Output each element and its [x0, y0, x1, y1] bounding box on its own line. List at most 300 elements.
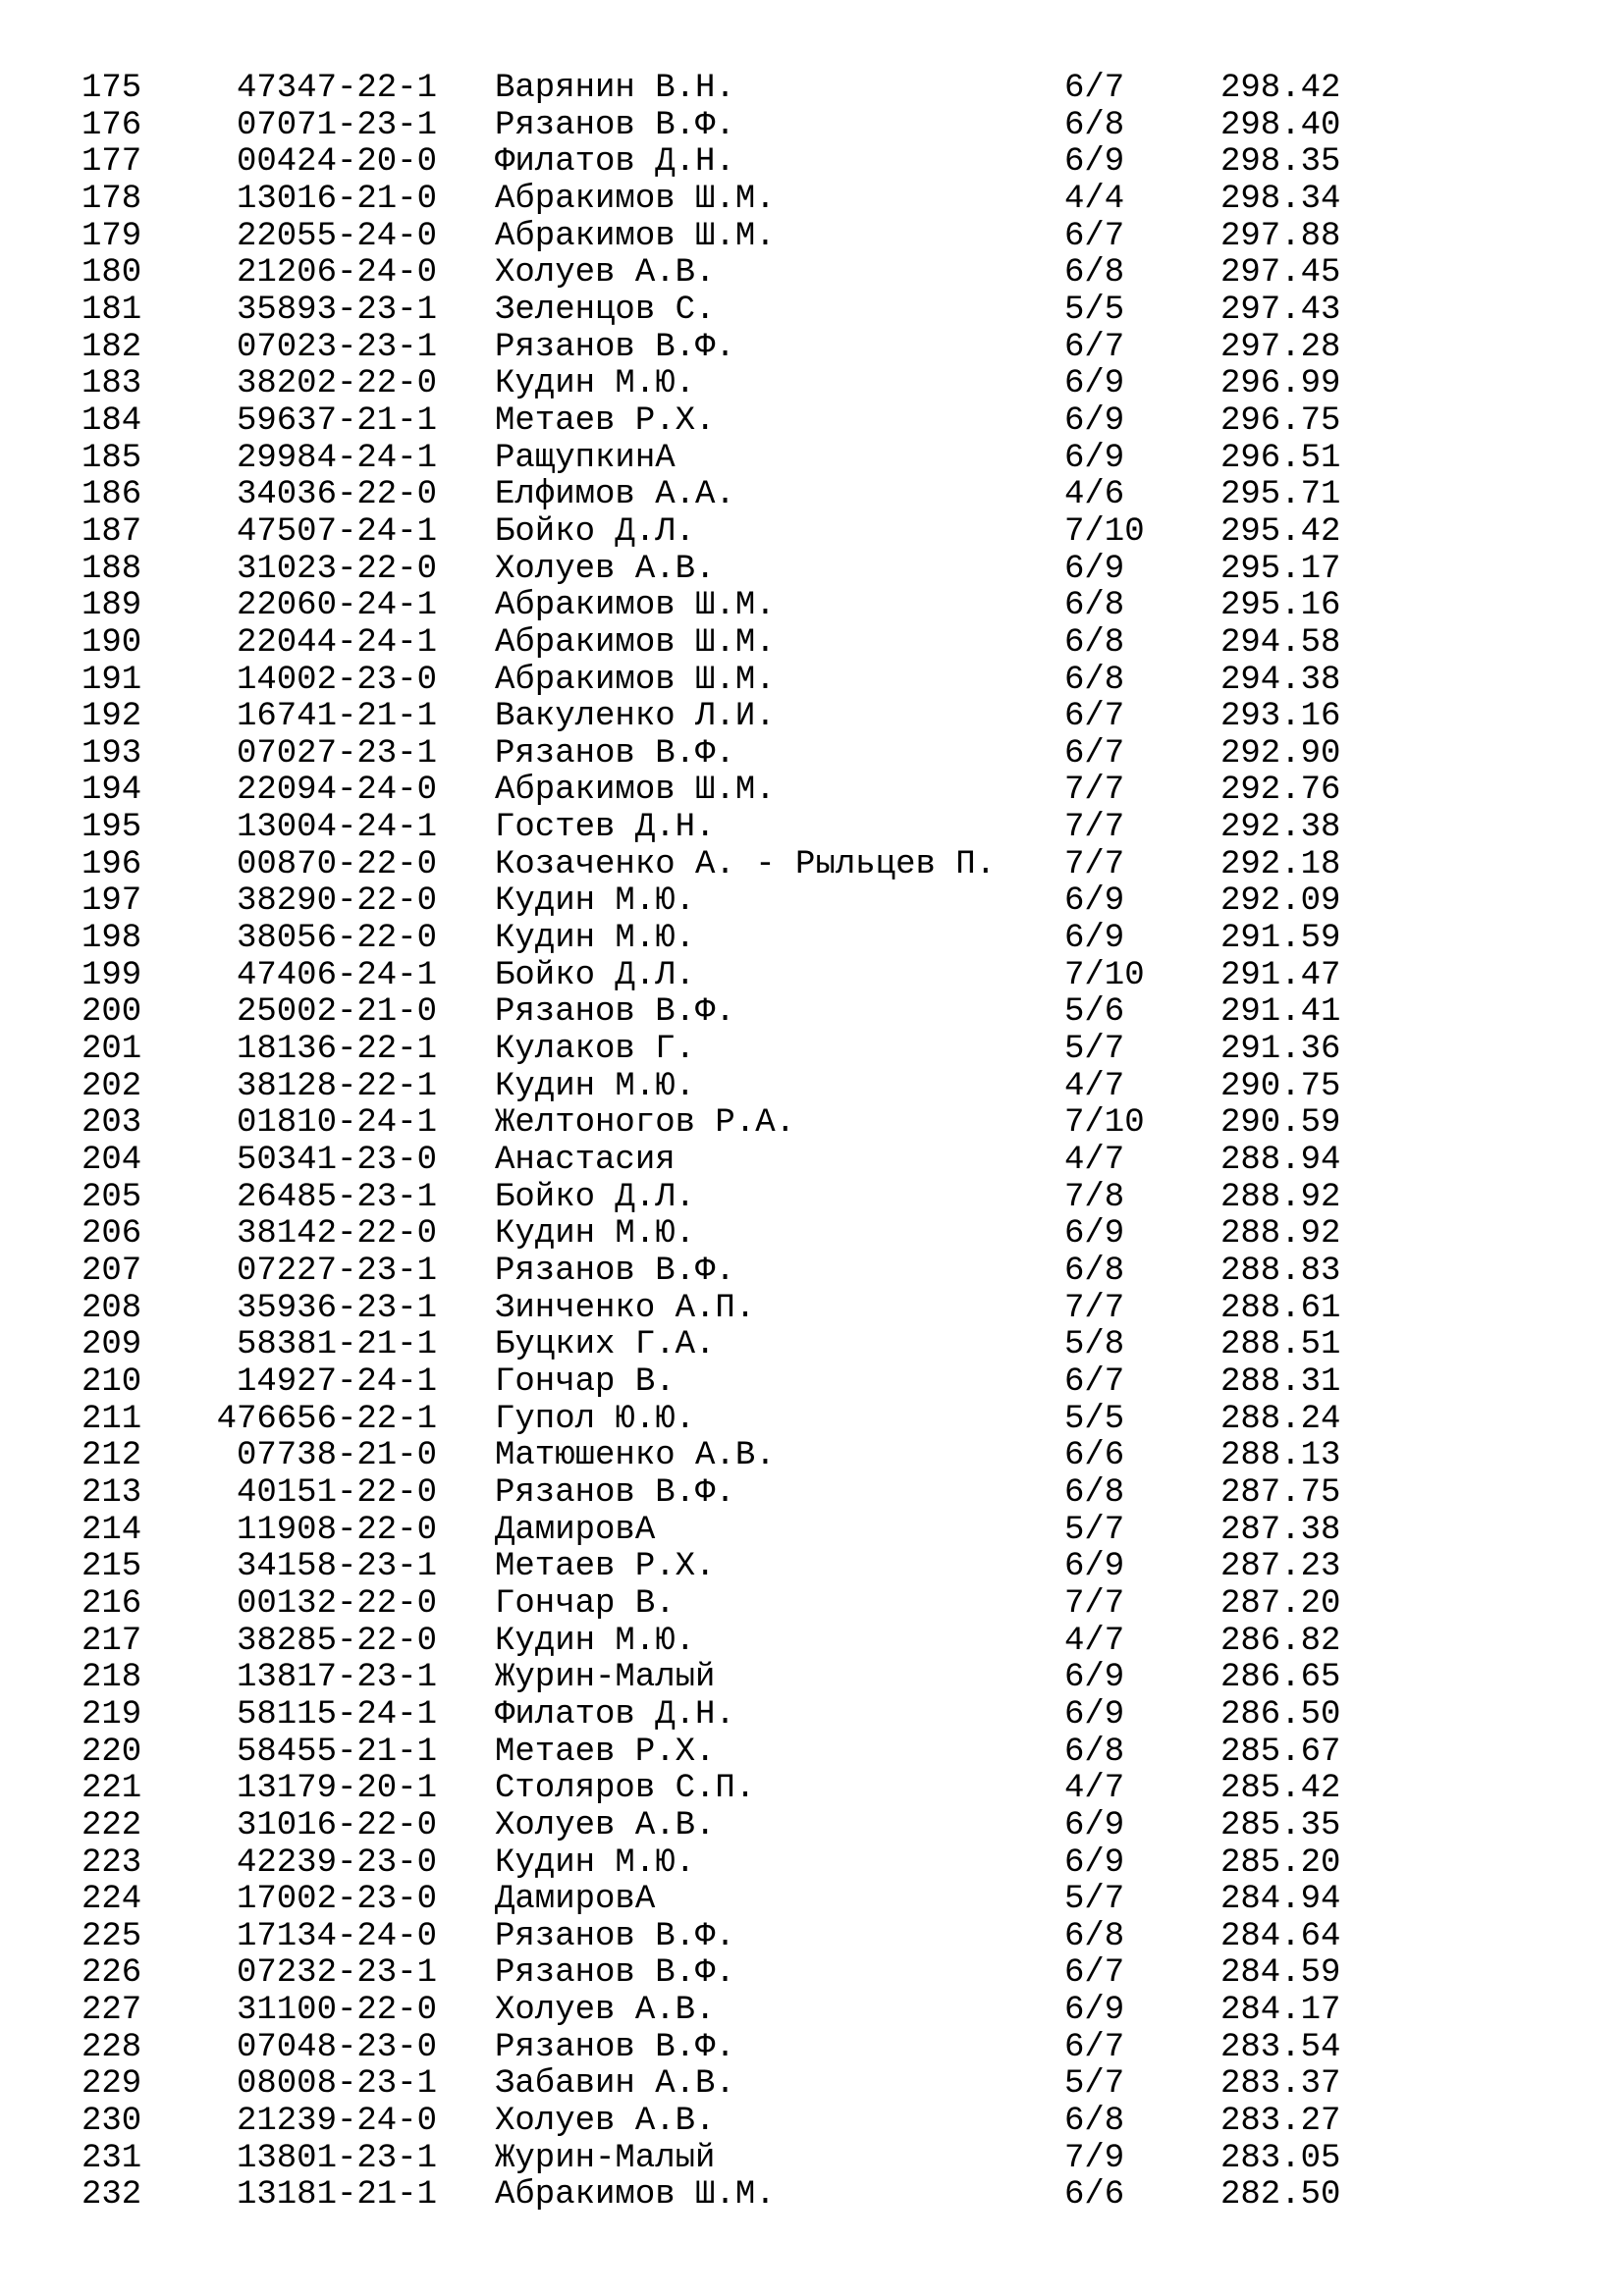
games-cell: 4/7 [1064, 1142, 1125, 1180]
rank-cell: 193 [81, 734, 142, 773]
table-row [0, 736, 1624, 774]
games-cell: 7/9 [1064, 2139, 1125, 2177]
games-cell: 5/6 [1064, 993, 1125, 1032]
name-cell: Холуев А.В. [495, 1992, 716, 2030]
name-cell: Рязанов В.Ф. [495, 1917, 735, 1955]
table-row [0, 219, 1624, 256]
games-cell: 4/7 [1064, 1770, 1125, 1808]
games-cell: 6/6 [1064, 1437, 1125, 1475]
id-cell: 07738-21-0 [236, 1437, 437, 1475]
id-cell: 01810-24-1 [236, 1104, 437, 1143]
name-cell: Зеленцов С. [495, 291, 716, 329]
score-cell: 297.43 [1220, 291, 1341, 329]
games-cell: 6/9 [1064, 1215, 1125, 1254]
id-cell: 07048-23-0 [236, 2028, 437, 2066]
games-cell: 6/9 [1064, 365, 1125, 403]
games-cell: 6/9 [1064, 882, 1125, 921]
id-cell: 31100-22-0 [236, 1992, 437, 2030]
rank-cell: 192 [81, 698, 142, 736]
rank-cell: 179 [81, 217, 142, 255]
table-row [0, 182, 1624, 219]
table-row [0, 1475, 1624, 1513]
rank-cell: 230 [81, 2103, 142, 2141]
rank-cell: 187 [81, 512, 142, 551]
rank-cell: 224 [81, 1881, 142, 1919]
name-cell: Рязанов В.Ф. [495, 106, 735, 144]
score-cell: 288.13 [1220, 1437, 1341, 1475]
table-row [0, 1327, 1624, 1364]
id-cell: 22094-24-0 [236, 772, 437, 810]
score-cell: 295.16 [1220, 587, 1341, 625]
id-cell: 38128-22-1 [236, 1067, 437, 1105]
name-cell: Филатов Д.Н. [495, 1695, 735, 1734]
games-cell: 7/7 [1064, 772, 1125, 810]
table-row [0, 1438, 1624, 1475]
rank-cell: 228 [81, 2028, 142, 2066]
rank-cell: 176 [81, 106, 142, 144]
rank-cell: 209 [81, 1326, 142, 1364]
rank-cell: 199 [81, 956, 142, 994]
name-cell: Бойко Д.Л. [495, 1178, 696, 1216]
rank-cell: 200 [81, 993, 142, 1032]
name-cell: Кудин М.Ю. [495, 1622, 696, 1660]
name-cell: Метаев Р.Х. [495, 401, 716, 440]
score-cell: 282.50 [1220, 2176, 1341, 2215]
name-cell: Желтоногов Р.А. [495, 1104, 796, 1143]
rank-cell: 191 [81, 661, 142, 699]
rank-cell: 195 [81, 809, 142, 847]
id-cell: 17002-23-0 [236, 1881, 437, 1919]
name-cell: Рязанов В.Ф. [495, 1253, 735, 1290]
games-cell: 6/7 [1064, 217, 1125, 255]
games-cell: 6/8 [1064, 1473, 1125, 1512]
score-cell: 283.37 [1220, 2065, 1341, 2104]
table-row [0, 663, 1624, 700]
score-cell: 297.88 [1220, 217, 1341, 255]
score-cell: 296.99 [1220, 365, 1341, 403]
id-cell: 22044-24-1 [236, 623, 437, 662]
id-cell: 13004-24-1 [236, 809, 437, 847]
rank-cell: 208 [81, 1289, 142, 1327]
name-cell: Рязанов В.Ф. [495, 328, 735, 366]
games-cell: 6/8 [1064, 1733, 1125, 1771]
name-cell: Столяров С.П. [495, 1770, 756, 1808]
table-row [0, 1291, 1624, 1328]
score-cell: 294.38 [1220, 661, 1341, 699]
games-cell: 4/7 [1064, 1622, 1125, 1660]
name-cell: Кудин М.Ю. [495, 1067, 696, 1105]
rank-cell: 184 [81, 401, 142, 440]
score-cell: 291.47 [1220, 956, 1341, 994]
ranking-table [0, 71, 1624, 2215]
rank-cell: 204 [81, 1142, 142, 1180]
games-cell: 6/7 [1064, 1362, 1125, 1401]
score-cell: 290.75 [1220, 1067, 1341, 1105]
score-cell: 295.17 [1220, 550, 1341, 588]
games-cell: 6/6 [1064, 2176, 1125, 2215]
games-cell: 5/7 [1064, 1881, 1125, 1919]
name-cell: Кулаков Г. [495, 1031, 696, 1069]
id-cell: 16741-21-1 [236, 698, 437, 736]
games-cell: 6/9 [1064, 1992, 1125, 2030]
score-cell: 295.71 [1220, 476, 1341, 514]
games-cell: 6/8 [1064, 1917, 1125, 1955]
id-cell: 07023-23-1 [236, 328, 437, 366]
score-cell: 288.92 [1220, 1215, 1341, 1254]
games-cell: 6/7 [1064, 328, 1125, 366]
rank-cell: 231 [81, 2139, 142, 2177]
games-cell: 6/8 [1064, 2103, 1125, 2141]
table-row [0, 1069, 1624, 1106]
table-row [0, 441, 1624, 478]
games-cell: 7/8 [1064, 1178, 1125, 1216]
rank-cell: 180 [81, 254, 142, 293]
name-cell: Анастасия [495, 1142, 676, 1180]
score-cell: 288.94 [1220, 1142, 1341, 1180]
name-cell: Абракимов Ш.М. [495, 623, 776, 662]
id-cell: 07027-23-1 [236, 734, 437, 773]
score-cell: 288.31 [1220, 1362, 1341, 1401]
name-cell: Абракимов Ш.М. [495, 772, 776, 810]
rank-cell: 205 [81, 1178, 142, 1216]
table-row [0, 773, 1624, 810]
name-cell: Матюшенко А.В. [495, 1437, 776, 1475]
name-cell: Гостев Д.Н. [495, 809, 716, 847]
table-row [0, 403, 1624, 441]
id-cell: 13016-21-0 [236, 180, 437, 218]
games-cell: 4/4 [1064, 180, 1125, 218]
games-cell: 7/7 [1064, 1584, 1125, 1623]
games-cell: 6/7 [1064, 70, 1125, 107]
score-cell: 285.67 [1220, 1733, 1341, 1771]
table-row [0, 1919, 1624, 1956]
id-cell: 07232-23-1 [236, 1954, 437, 1993]
games-cell: 6/7 [1064, 2028, 1125, 2066]
score-cell: 288.51 [1220, 1326, 1341, 1364]
table-row [0, 108, 1624, 145]
score-cell: 284.59 [1220, 1954, 1341, 1993]
score-cell: 294.58 [1220, 623, 1341, 662]
id-cell: 13817-23-1 [236, 1659, 437, 1697]
score-cell: 285.42 [1220, 1770, 1341, 1808]
name-cell: Метаев Р.Х. [495, 1733, 716, 1771]
table-row [0, 994, 1624, 1032]
id-cell: 25002-21-0 [236, 993, 437, 1032]
name-cell: Абракимов Ш.М. [495, 180, 776, 218]
id-cell: 11908-22-0 [236, 1511, 437, 1549]
games-cell: 7/7 [1064, 845, 1125, 883]
id-cell: 00870-22-0 [236, 845, 437, 883]
name-cell: Рязанов В.Ф. [495, 1473, 735, 1512]
id-cell: 38290-22-0 [236, 882, 437, 921]
name-cell: Абракимов Ш.М. [495, 587, 776, 625]
games-cell: 5/5 [1064, 291, 1125, 329]
rank-cell: 223 [81, 1843, 142, 1882]
id-cell: 47507-24-1 [236, 512, 437, 551]
table-row [0, 1771, 1624, 1808]
score-cell: 287.20 [1220, 1584, 1341, 1623]
table-row [0, 810, 1624, 847]
score-cell: 283.27 [1220, 2103, 1341, 2141]
id-cell: 35936-23-1 [236, 1289, 437, 1327]
name-cell: Кудин М.Ю. [495, 1215, 696, 1254]
table-row [0, 514, 1624, 552]
name-cell: Кудин М.Ю. [495, 882, 696, 921]
table-row [0, 71, 1624, 108]
score-cell: 298.35 [1220, 143, 1341, 182]
id-cell: 58381-21-1 [236, 1326, 437, 1364]
id-cell: 58115-24-1 [236, 1695, 437, 1734]
id-cell: 38142-22-0 [236, 1215, 437, 1254]
rank-cell: 183 [81, 365, 142, 403]
name-cell: Журин-Малый [495, 1659, 716, 1697]
rank-cell: 216 [81, 1584, 142, 1623]
rank-cell: 178 [81, 180, 142, 218]
name-cell: Забавин А.В. [495, 2065, 735, 2104]
rank-cell: 198 [81, 920, 142, 958]
score-cell: 296.75 [1220, 401, 1341, 440]
name-cell: Козаченко А. - Рыльцев П. [495, 845, 997, 883]
score-cell: 287.23 [1220, 1548, 1341, 1586]
id-cell: 58455-21-1 [236, 1733, 437, 1771]
rank-cell: 202 [81, 1067, 142, 1105]
rank-cell: 210 [81, 1362, 142, 1401]
table-row [0, 883, 1624, 921]
games-cell: 5/7 [1064, 1511, 1125, 1549]
table-row [0, 1955, 1624, 1993]
games-cell: 6/8 [1064, 623, 1125, 662]
rank-cell: 219 [81, 1695, 142, 1734]
score-cell: 288.24 [1220, 1400, 1341, 1438]
name-cell: Елфимов А.А. [495, 476, 735, 514]
games-cell: 5/8 [1064, 1326, 1125, 1364]
id-cell: 14002-23-0 [236, 661, 437, 699]
table-row [0, 1364, 1624, 1402]
games-cell: 6/9 [1064, 1843, 1125, 1882]
table-row [0, 144, 1624, 182]
score-cell: 291.59 [1220, 920, 1341, 958]
table-row [0, 625, 1624, 663]
id-cell: 34158-23-1 [236, 1548, 437, 1586]
table-row [0, 1697, 1624, 1735]
table-row [0, 330, 1624, 367]
table-row [0, 293, 1624, 330]
id-cell: 07227-23-1 [236, 1253, 437, 1290]
games-cell: 7/10 [1064, 512, 1145, 551]
games-cell: 6/9 [1064, 143, 1125, 182]
rank-cell: 232 [81, 2176, 142, 2215]
rank-cell: 211 [81, 1400, 142, 1438]
table-row [0, 2030, 1624, 2067]
score-cell: 292.18 [1220, 845, 1341, 883]
name-cell: Холуев А.В. [495, 1806, 716, 1844]
table-row [0, 1735, 1624, 1772]
id-cell: 21206-24-0 [236, 254, 437, 293]
id-cell: 08008-23-1 [236, 2065, 437, 2104]
id-cell: 22055-24-0 [236, 217, 437, 255]
rank-cell: 196 [81, 845, 142, 883]
rank-cell: 185 [81, 439, 142, 477]
rank-cell: 197 [81, 882, 142, 921]
rank-cell: 186 [81, 476, 142, 514]
name-cell: Метаев Р.Х. [495, 1548, 716, 1586]
table-row [0, 366, 1624, 403]
id-cell: 50341-23-0 [236, 1142, 437, 1180]
id-cell: 38202-22-0 [236, 365, 437, 403]
name-cell: Бойко Д.Л. [495, 956, 696, 994]
id-cell: 40151-22-0 [236, 1473, 437, 1512]
score-cell: 292.09 [1220, 882, 1341, 921]
id-cell: 22060-24-1 [236, 587, 437, 625]
score-cell: 284.94 [1220, 1881, 1341, 1919]
rank-cell: 221 [81, 1770, 142, 1808]
rank-cell: 213 [81, 1473, 142, 1512]
score-cell: 297.45 [1220, 254, 1341, 293]
name-cell: РащупкинА [495, 439, 676, 477]
games-cell: 6/9 [1064, 1806, 1125, 1844]
name-cell: Гупол Ю.Ю. [495, 1400, 696, 1438]
score-cell: 284.17 [1220, 1992, 1341, 2030]
score-cell: 283.54 [1220, 2028, 1341, 2066]
table-row [0, 1845, 1624, 1883]
games-cell: 5/5 [1064, 1400, 1125, 1438]
score-cell: 286.50 [1220, 1695, 1341, 1734]
id-cell: 59637-21-1 [236, 401, 437, 440]
games-cell: 4/6 [1064, 476, 1125, 514]
id-cell: 18136-22-1 [236, 1031, 437, 1069]
name-cell: Абракимов Ш.М. [495, 2176, 776, 2215]
games-cell: 6/9 [1064, 439, 1125, 477]
name-cell: Холуев А.В. [495, 2103, 716, 2141]
score-cell: 288.83 [1220, 1253, 1341, 1290]
rank-cell: 222 [81, 1806, 142, 1844]
score-cell: 286.82 [1220, 1622, 1341, 1660]
name-cell: Филатов Д.Н. [495, 143, 735, 182]
score-cell: 286.65 [1220, 1659, 1341, 1697]
score-cell: 298.40 [1220, 106, 1341, 144]
id-cell: 31023-22-0 [236, 550, 437, 588]
table-row [0, 552, 1624, 589]
name-cell: Журин-Малый [495, 2139, 716, 2177]
score-cell: 291.41 [1220, 993, 1341, 1032]
id-cell: 47347-22-1 [236, 70, 437, 107]
name-cell: Варянин В.Н. [495, 70, 735, 107]
score-cell: 292.38 [1220, 809, 1341, 847]
rank-cell: 181 [81, 291, 142, 329]
id-cell: 07071-23-1 [236, 106, 437, 144]
rank-cell: 225 [81, 1917, 142, 1955]
rank-cell: 215 [81, 1548, 142, 1586]
name-cell: Рязанов В.Ф. [495, 993, 735, 1032]
rank-cell: 226 [81, 1954, 142, 1993]
rank-cell: 227 [81, 1992, 142, 2030]
table-row [0, 1624, 1624, 1661]
rank-cell: 188 [81, 550, 142, 588]
games-cell: 6/8 [1064, 1253, 1125, 1290]
id-cell: 38056-22-0 [236, 920, 437, 958]
id-cell: 31016-22-0 [236, 1806, 437, 1844]
table-row [0, 588, 1624, 625]
table-row [0, 2104, 1624, 2141]
name-cell: Рязанов В.Ф. [495, 1954, 735, 1993]
games-cell: 5/7 [1064, 1031, 1125, 1069]
id-cell: 13181-21-1 [236, 2176, 437, 2215]
table-row [0, 2141, 1624, 2178]
id-cell: 17134-24-0 [236, 1917, 437, 1955]
id-cell: 13179-20-1 [236, 1770, 437, 1808]
table-row [0, 1660, 1624, 1697]
games-cell: 6/7 [1064, 734, 1125, 773]
rank-cell: 190 [81, 623, 142, 662]
games-cell: 6/8 [1064, 106, 1125, 144]
table-row [0, 1254, 1624, 1291]
games-cell: 6/7 [1064, 698, 1125, 736]
table-row [0, 847, 1624, 884]
table-row [0, 1143, 1624, 1180]
name-cell: Абракимов Ш.М. [495, 661, 776, 699]
name-cell: Абракимов Ш.М. [495, 217, 776, 255]
rank-cell: 218 [81, 1659, 142, 1697]
table-row [0, 1180, 1624, 1217]
games-cell: 6/9 [1064, 550, 1125, 588]
name-cell: Буцких Г.А. [495, 1326, 716, 1364]
score-cell: 297.28 [1220, 328, 1341, 366]
games-cell: 6/8 [1064, 587, 1125, 625]
name-cell: Рязанов В.Ф. [495, 734, 735, 773]
score-cell: 298.34 [1220, 180, 1341, 218]
score-cell: 288.92 [1220, 1178, 1341, 1216]
table-row [0, 1402, 1624, 1439]
name-cell: Холуев А.В. [495, 550, 716, 588]
score-cell: 293.16 [1220, 698, 1341, 736]
table-row [0, 699, 1624, 736]
id-cell: 47406-24-1 [236, 956, 437, 994]
games-cell: 6/9 [1064, 1659, 1125, 1697]
table-row [0, 1105, 1624, 1143]
rank-cell: 217 [81, 1622, 142, 1660]
name-cell: Кудин М.Ю. [495, 920, 696, 958]
rank-cell: 175 [81, 70, 142, 107]
score-cell: 291.36 [1220, 1031, 1341, 1069]
rank-cell: 214 [81, 1511, 142, 1549]
games-cell: 6/9 [1064, 401, 1125, 440]
table-row [0, 1513, 1624, 1550]
score-cell: 288.61 [1220, 1289, 1341, 1327]
games-cell: 7/7 [1064, 1289, 1125, 1327]
rank-cell: 189 [81, 587, 142, 625]
id-cell: 14927-24-1 [236, 1362, 437, 1401]
name-cell: Зинченко А.П. [495, 1289, 756, 1327]
games-cell: 6/7 [1064, 1954, 1125, 1993]
name-cell: Вакуленко Л.И. [495, 698, 776, 736]
table-row [0, 255, 1624, 293]
rank-cell: 203 [81, 1104, 142, 1143]
name-cell: Холуев А.В. [495, 254, 716, 293]
score-cell: 284.64 [1220, 1917, 1341, 1955]
id-cell: 34036-22-0 [236, 476, 437, 514]
table-row [0, 477, 1624, 514]
games-cell: 6/8 [1064, 661, 1125, 699]
id-cell: 42239-23-0 [236, 1843, 437, 1882]
games-cell: 6/9 [1064, 1695, 1125, 1734]
id-cell: 00424-20-0 [236, 143, 437, 182]
score-cell: 290.59 [1220, 1104, 1341, 1143]
rank-cell: 229 [81, 2065, 142, 2104]
id-cell: 13801-23-1 [236, 2139, 437, 2177]
id-cell: 35893-23-1 [236, 291, 437, 329]
games-cell: 7/7 [1064, 809, 1125, 847]
name-cell: ДамировА [495, 1881, 656, 1919]
